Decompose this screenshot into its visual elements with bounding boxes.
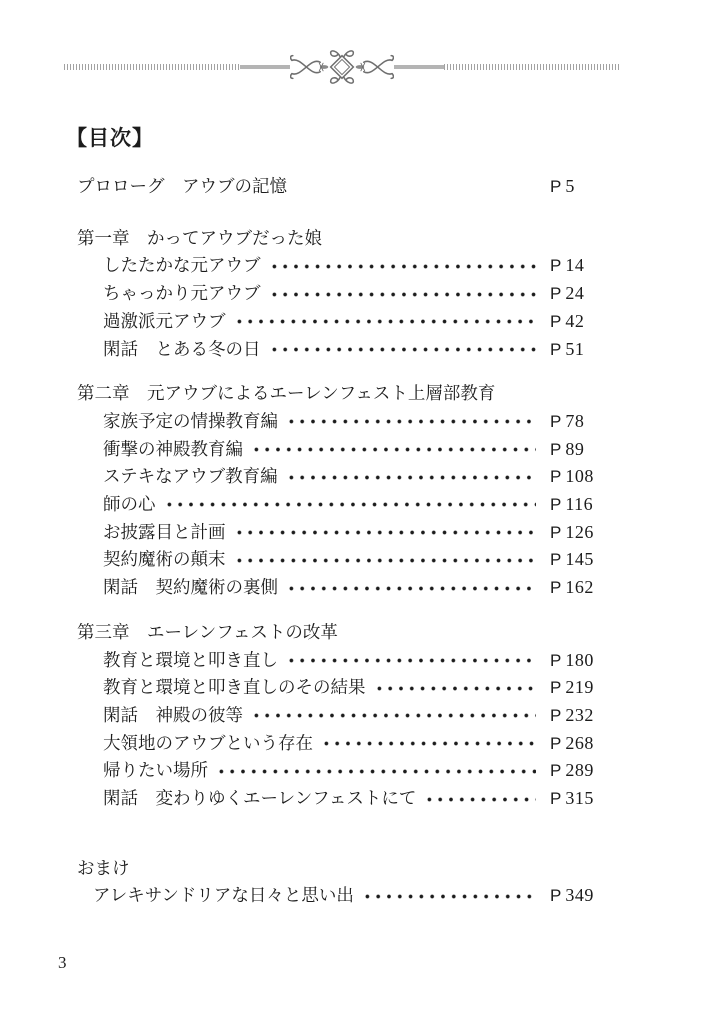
page-value: 219 (565, 677, 594, 698)
page-number (550, 882, 612, 910)
page-number (550, 491, 612, 519)
toc-entry-row (66, 882, 612, 910)
entry-label: 家族予定の情操教育編 (103, 410, 278, 431)
dot-leader (424, 785, 536, 813)
page-prefix: P (550, 339, 562, 359)
dot-leader (269, 336, 537, 364)
page-prefix: P (550, 761, 562, 781)
entry-label: 教育と環境と叩き直しのその結果 (103, 677, 366, 698)
page-number (550, 408, 612, 436)
page-number (550, 546, 612, 574)
hatched-rule-left (64, 64, 240, 70)
toc-entry-row (66, 757, 612, 785)
toc-entry-row (66, 674, 612, 702)
dot-leader (251, 436, 536, 464)
entry-label: 閑話 とある冬の日 (103, 338, 261, 359)
entry-label: 大領地のアウブという存在 (103, 732, 313, 753)
toc-entry-row (66, 252, 612, 280)
page-number (550, 336, 612, 364)
dot-leader (286, 408, 536, 436)
page-number (550, 436, 612, 464)
page-value: 268 (565, 732, 594, 753)
page-number (550, 647, 612, 675)
dot-leader (164, 491, 537, 519)
dot-leader (374, 674, 537, 702)
toc-entry-row (66, 173, 612, 201)
page-prefix: P (550, 650, 562, 670)
page-value: 24 (565, 283, 585, 304)
page-number (550, 674, 612, 702)
entry-label: 過激派元アウブ (103, 310, 226, 331)
toc-entry-row (66, 546, 612, 574)
toc-section-chapter1 (66, 225, 612, 364)
page-prefix: P (550, 578, 562, 598)
page-number (550, 280, 612, 308)
toc-entry-row (66, 647, 612, 675)
page-value: 42 (565, 310, 585, 331)
toc-content (66, 126, 612, 910)
toc-section-bonus (66, 855, 612, 910)
toc-entry-row (66, 574, 612, 602)
page-prefix: P (550, 439, 562, 459)
page-prefix: P (550, 522, 562, 542)
entry-label: 閑話 契約魔術の裏側 (103, 577, 278, 598)
page-value: 126 (565, 521, 594, 542)
decorative-divider (64, 47, 620, 87)
page-number (550, 785, 612, 813)
page-value: 349 (565, 885, 594, 906)
page-title: 【目次】 (66, 126, 154, 150)
dot-leader (216, 757, 536, 785)
toc-entry-row (66, 336, 612, 364)
page-value: 5 (565, 176, 575, 196)
entry-label: ちゃっかり元アウブ (103, 283, 261, 304)
dot-leader (234, 519, 537, 547)
page-prefix: P (550, 789, 562, 809)
toc-entry-row (66, 436, 612, 464)
page-value: 14 (565, 255, 585, 276)
page-prefix: P (550, 550, 562, 570)
page-value: 289 (565, 760, 594, 781)
entry-label: お披露目と計画 (103, 521, 226, 542)
page-prefix: P (550, 733, 562, 753)
page-value: 162 (565, 577, 594, 598)
dot-leader (321, 730, 536, 758)
page-prefix: P (550, 256, 562, 276)
toc-entry-row (66, 785, 612, 813)
toc-entry-row (66, 408, 612, 436)
toc-entry-row (66, 730, 612, 758)
toc-section-chapter3 (66, 619, 612, 813)
page-prefix: P (550, 886, 562, 906)
flourish-ornament-icon (290, 47, 394, 87)
page-value: 116 (565, 494, 594, 515)
entry-label: 教育と環境と叩き直し (103, 649, 278, 670)
dot-leader (362, 882, 536, 910)
page-number (550, 308, 612, 336)
toc-entry-row (66, 519, 612, 547)
chapter-heading: おまけ (77, 857, 130, 878)
toc-entry-row (66, 308, 612, 336)
dot-leader (286, 574, 536, 602)
page-number (550, 519, 612, 547)
page-value: 232 (565, 704, 594, 725)
entry-label: ステキなアウブ教育編 (103, 466, 278, 487)
dot-leader (269, 252, 537, 280)
page-prefix: P (550, 311, 562, 331)
page-value: 51 (565, 338, 585, 359)
page-prefix: P (550, 284, 562, 304)
page-number (550, 730, 612, 758)
entry-label: アレキサンドリアな日々と思い出 (93, 885, 354, 906)
chapter-heading: 第三章 エーレンフェストの改革 (77, 621, 338, 642)
toc-entry-row (66, 491, 612, 519)
entry-label: 師の心 (103, 494, 156, 515)
page-number (550, 463, 612, 491)
entry-label: 帰りたい場所 (103, 760, 208, 781)
page-prefix: P (550, 495, 562, 515)
dot-leader (234, 546, 537, 574)
hatched-rule-right (444, 64, 620, 70)
page-prefix: P (550, 678, 562, 698)
page-prefix: P (550, 705, 562, 725)
entry-label: したたかな元アウブ (103, 255, 261, 276)
page-number (550, 702, 612, 730)
solid-rule-right (394, 65, 444, 69)
toc-entry-row (66, 280, 612, 308)
solid-rule-left (240, 65, 290, 69)
entry-label: 閑話 変わりゆくエーレンフェストにて (103, 788, 417, 809)
page-value: 108 (565, 466, 594, 487)
toc-entry-row (66, 463, 612, 491)
dot-leader (286, 463, 536, 491)
page-prefix: P (550, 177, 562, 196)
page-number (550, 173, 612, 201)
dot-leader (269, 280, 537, 308)
page-number (550, 252, 612, 280)
page-value: 315 (565, 788, 594, 809)
entry-label: 衝撃の神殿教育編 (103, 438, 243, 459)
page-value: 89 (565, 438, 585, 459)
page-number (550, 757, 612, 785)
folio-page-number: 3 (58, 953, 67, 972)
chapter-heading: 第二章 元アウブによるエーレンフェスト上層部教育 (77, 383, 496, 404)
entry-label: プロローグ アウブの記憶 (77, 176, 287, 196)
toc-entry-row (66, 702, 612, 730)
toc-section-chapter2 (66, 380, 612, 602)
page-prefix: P (550, 411, 562, 431)
entry-label: 契約魔術の顛末 (103, 549, 226, 570)
dot-leader (234, 308, 537, 336)
page-value: 180 (565, 649, 594, 670)
page-value: 78 (565, 410, 585, 431)
dot-leader (286, 647, 536, 675)
dot-leader (251, 702, 536, 730)
page-value: 145 (565, 549, 594, 570)
page-number (550, 574, 612, 602)
entry-label: 閑話 神殿の彼等 (103, 704, 243, 725)
chapter-heading: 第一章 かってアウブだった娘 (77, 227, 322, 248)
page-prefix: P (550, 467, 562, 487)
